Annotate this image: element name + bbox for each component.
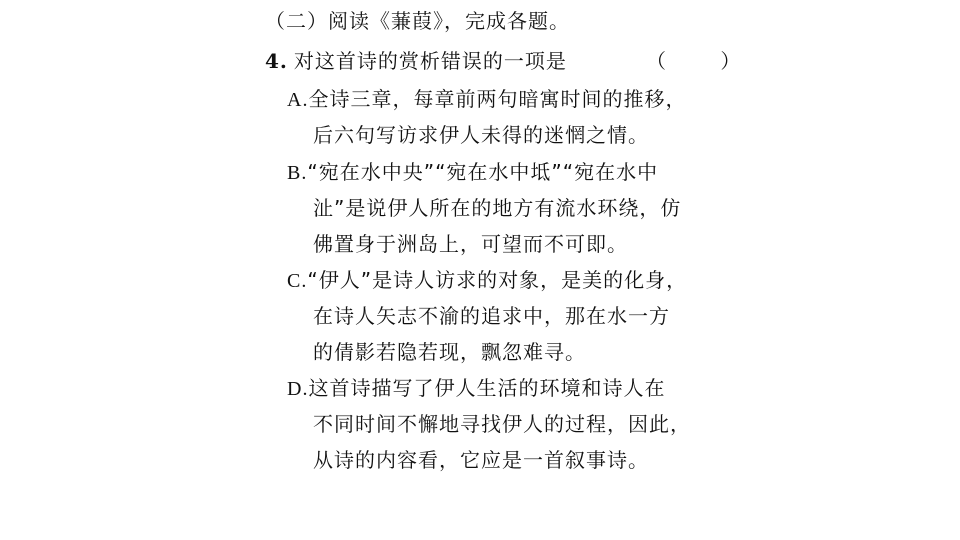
question-number: 4. bbox=[265, 49, 288, 73]
option-d bbox=[287, 375, 665, 402]
option-b bbox=[287, 159, 658, 186]
option-letter: C. bbox=[287, 270, 308, 292]
option-letter: D. bbox=[287, 378, 309, 400]
option-line: “伊人”是诗人访求的对象，是美的化身， bbox=[307, 268, 688, 292]
question-text: 对这首诗的赏析错误的一项是 bbox=[293, 49, 567, 73]
option-line: 不同时间不懈地寻找伊人的过程，因此， bbox=[313, 412, 691, 436]
option-line: 后六句写访求伊人未得的迷惘之情。 bbox=[313, 123, 649, 147]
option-letter: A. bbox=[287, 89, 309, 111]
option-line: 这首诗描写了伊人生活的环境和诗人在 bbox=[308, 376, 666, 400]
option-line: 在诗人矢志不渝的追求中，那在水一方 bbox=[313, 304, 670, 328]
option-c bbox=[287, 267, 687, 294]
answer-blank: （ ） bbox=[646, 49, 765, 73]
option-line: “宛在水中央”“宛在水中坻”“宛在水中 bbox=[307, 160, 659, 184]
section-heading: （二）阅读《蒹葭》，完成各题。 bbox=[265, 9, 570, 33]
option-line: 佛置身于洲岛上，可望而不可即。 bbox=[313, 232, 628, 256]
option-line: 从诗的内容看，它应是一首叙事诗。 bbox=[313, 448, 649, 472]
question-4 bbox=[265, 48, 567, 74]
option-letter: B. bbox=[287, 162, 308, 184]
option-line: 全诗三章，每章前两句暗寓时间的推移， bbox=[308, 87, 687, 111]
option-line: 的倩影若隐若现，飘忽难寻。 bbox=[313, 340, 586, 364]
option-a bbox=[287, 86, 686, 113]
option-line: 沚”是说伊人所在的地方有流水环绕，仿 bbox=[313, 196, 682, 220]
